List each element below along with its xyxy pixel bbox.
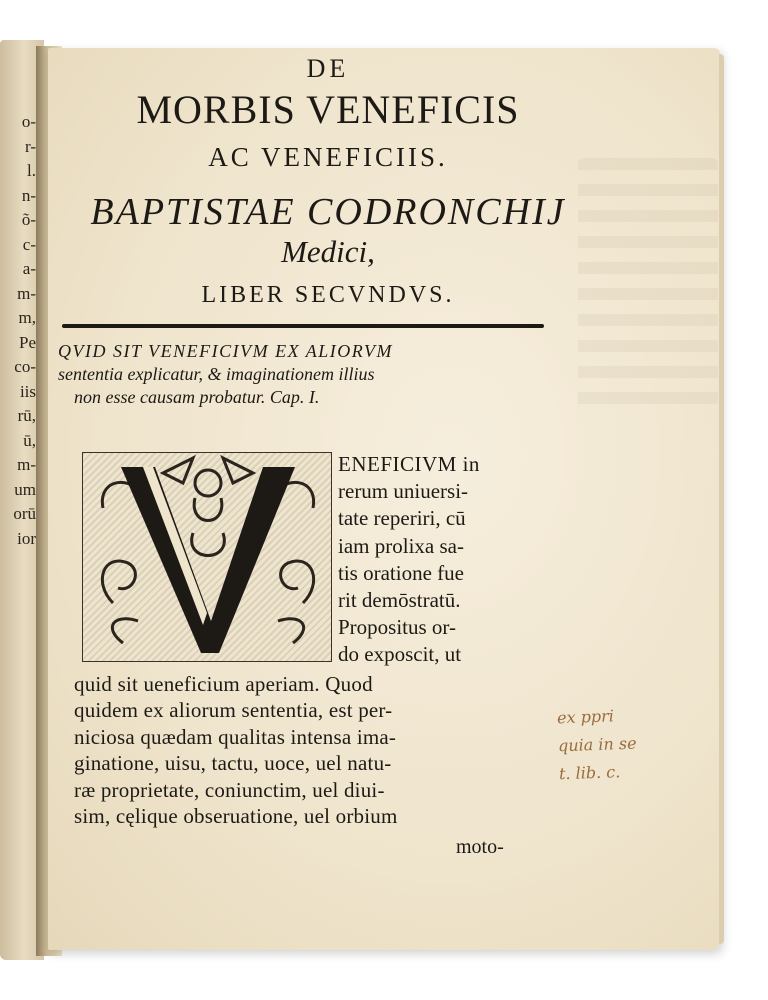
- book-page: [48, 48, 720, 950]
- facing-page-fragment-16: um: [14, 479, 36, 499]
- body-line-right-7: Propositus or-: [338, 615, 457, 640]
- body-line-full-5: ræ proprietate, coniunctim, uel diui-: [74, 777, 385, 802]
- woodcut-ornament-icon: [83, 453, 332, 662]
- facing-page-fragment-12: iis: [19, 381, 36, 401]
- marginal-note-line-3: t. lib. c.: [558, 762, 621, 784]
- body-line-right-8: do exposcit, ut: [338, 642, 462, 667]
- body-line-full-1: quid sit ueneficium aperiam. Quod: [74, 672, 373, 696]
- body-line-full-2: quidem ex aliorum sententia, est per-: [74, 698, 393, 723]
- page-edge: [719, 54, 724, 944]
- facing-page-fragment-7: a-: [22, 259, 36, 278]
- facing-page-fragment-13: rū,: [17, 406, 36, 425]
- title-line-1: MORBIS VENEFICIS: [136, 87, 520, 132]
- heading-rule: [62, 324, 544, 328]
- facing-page-fragment-18: ior: [17, 528, 36, 548]
- body-line-right-3: tate reperiri, cū: [338, 506, 466, 531]
- facing-page-fragment-10: Pe: [19, 332, 36, 352]
- chapter-heading-line-2: sententia explicatur, & imaginationem illius: [58, 364, 375, 384]
- chapter-heading-line-3: non esse causam probatur. Cap. I.: [74, 387, 320, 407]
- facing-page-fragment-5: õ-: [21, 210, 36, 229]
- facing-page-fragment-9: m,: [18, 308, 36, 327]
- chapter-heading: [58, 340, 558, 409]
- body-line-right-4: iam prolixa sa-: [338, 533, 464, 558]
- facing-page-fragment-4: n-: [21, 185, 36, 205]
- author-role: Medici,: [281, 234, 375, 269]
- catchword: moto-: [456, 836, 504, 858]
- decorated-initial: [82, 452, 332, 662]
- facing-page-fragment-15: m-: [17, 455, 36, 474]
- body-line-full-3: niciosa quædam qualitas intensa ima-: [74, 724, 397, 749]
- chapter-heading-line-1: QVID SIT VENEFICIVM EX ALIORVM: [58, 341, 393, 361]
- handwritten-marginal-note: [557, 698, 750, 789]
- facing-page-fragment-3: l.: [27, 161, 36, 180]
- heading-de: DE: [306, 54, 350, 83]
- title-line-2: AC VENEFICIIS.: [208, 142, 448, 172]
- body-text-full-width: [74, 671, 574, 829]
- body-text-right-column: [338, 451, 548, 669]
- marginal-note-line-2: quia in se: [557, 733, 637, 756]
- body-line-right-5: tis oratione fue: [338, 560, 464, 585]
- facing-page-fragment-14: ū,: [23, 430, 36, 450]
- author-name: BAPTISTAE CODRONCHIJ: [90, 191, 566, 233]
- book-number: LIBER SECVNDVS.: [201, 282, 455, 308]
- facing-page-fragment-6: c-: [22, 234, 36, 254]
- facing-page-fragment-17: orū: [13, 504, 36, 523]
- facing-page-fragment-11: co-: [14, 357, 36, 376]
- facing-page-fragment-2: r-: [25, 136, 36, 156]
- body-line-right-2: rerum uniuersi-: [338, 479, 469, 504]
- body-line-right-1: ENEFICIVM in: [338, 452, 480, 476]
- body-line-right-6: rit demōstratū.: [338, 588, 461, 613]
- body-line-full-6: sim, cęlique obseruatione, uel orbium: [74, 804, 398, 829]
- facing-page-fragment-1: o-: [21, 112, 36, 131]
- marginal-note-line-1: ex ppri: [556, 706, 615, 728]
- facing-page-margin-text: [2, 110, 36, 551]
- body-line-full-4: ginatione, uisu, tactu, uoce, uel natu-: [74, 751, 392, 776]
- facing-page-fragment-8: m-: [17, 283, 36, 303]
